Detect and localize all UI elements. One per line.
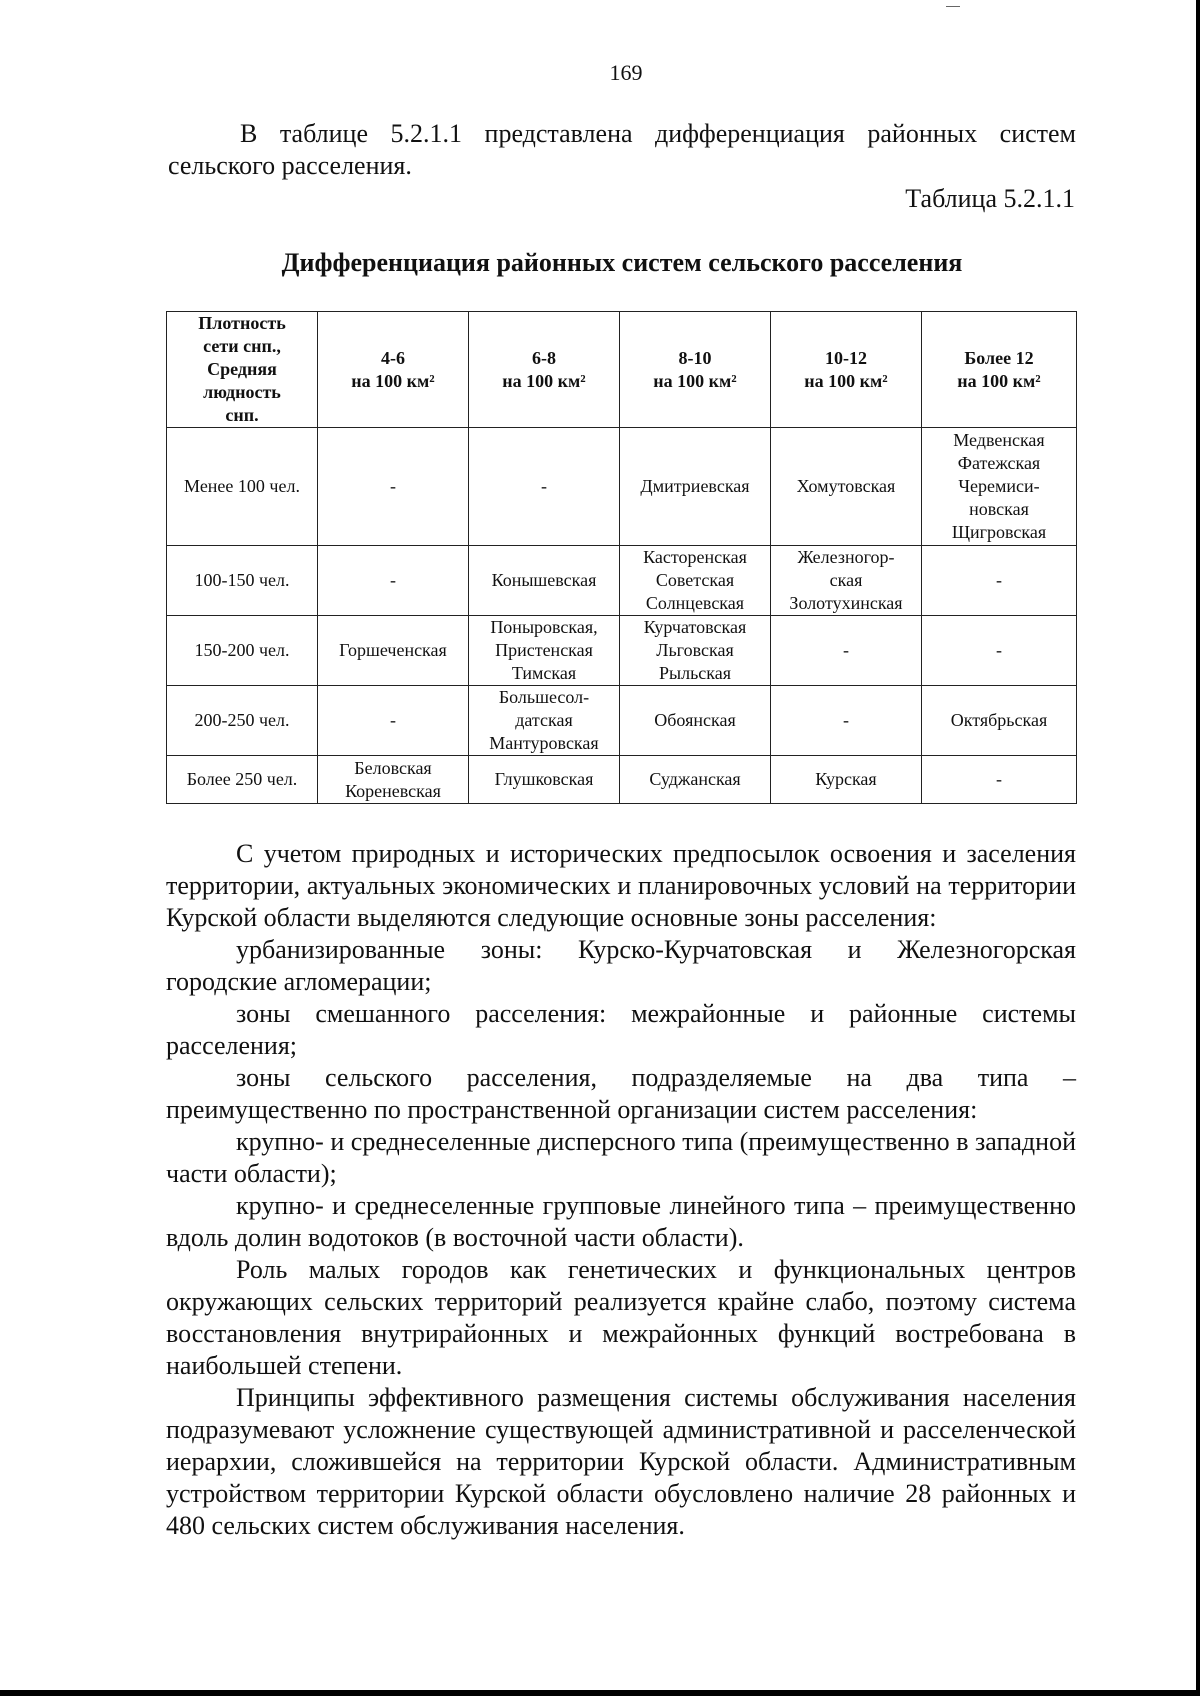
table-cell: - — [771, 686, 922, 756]
table-cell: - — [771, 616, 922, 686]
table-row — [167, 616, 1077, 686]
table-cell: Горшеченская — [318, 616, 469, 686]
table-cell: Обоянская — [620, 686, 771, 756]
table-cell: Беловская Кореневская — [318, 756, 469, 804]
table-cell: Глушковская — [469, 756, 620, 804]
column-header: 10-12 на 100 км² — [771, 312, 922, 428]
table-cell: Медвенская Фатежская Черемиси- новская Щигровская — [922, 428, 1077, 546]
table-cell: Суджанская — [620, 756, 771, 804]
row-label: 150-200 чел. — [167, 616, 318, 686]
table-row — [167, 756, 1077, 804]
paragraph: Принципы эффективного размещения системы обслуживания населения подразумевают усложнение существующей административной и расселенческой иерархии, сложившейся на территории Курской области. Административным устройством территории Курской области обусловлено наличие 28 районных и 480 сельских систем обслуживания населения. — [166, 1383, 1076, 1540]
table-row — [167, 428, 1077, 546]
table-cell: - — [318, 428, 469, 546]
column-header: Более 12 на 100 км² — [922, 312, 1077, 428]
table-cell: Дмитриевская — [620, 428, 771, 546]
table-cell: Курская — [771, 756, 922, 804]
paragraph: Роль малых городов как генетических и функциональных центров окружающих сельских территорий реализуется крайне слабо, поэтому система восстановления внутрирайонных и межрайонных функций востребована в наибольшей степени. — [166, 1255, 1076, 1380]
page-bottom-border — [0, 1690, 1200, 1696]
table-cell: - — [318, 546, 469, 616]
table-cell: Железногор- ская Золотухинская — [771, 546, 922, 616]
intro-paragraph: В таблице 5.2.1.1 представлена дифференциация районных систем сельского расселения. — [168, 119, 1076, 180]
page-right-border — [1196, 0, 1200, 1696]
table-cell: - — [922, 616, 1077, 686]
table-cell: Большесол- датская Мантуровская — [469, 686, 620, 756]
table-header-row — [167, 312, 1077, 428]
table-row — [167, 686, 1077, 756]
table-label: Таблица 5.2.1.1 — [905, 184, 1075, 213]
paragraph: урбанизированные зоны: Курско-Курчатовская и Железногорская городские агломерации; — [166, 935, 1076, 996]
table-cell: Октябрьская — [922, 686, 1077, 756]
table-cell: Курчатовская Льговская Рыльская — [620, 616, 771, 686]
table-title: Дифференциация районных систем сельского расселения — [281, 248, 963, 277]
page-number: 169 — [609, 60, 643, 85]
row-label: 100-150 чел. — [167, 546, 318, 616]
paragraph: зоны сельского расселения, подразделяемые на два типа – преимущественно по пространственной организации систем расселения: — [166, 1063, 1076, 1124]
scan-mark — [946, 6, 960, 7]
table-cell: Конышевская — [469, 546, 620, 616]
table-cell: Поныровская, Пристенская Тимская — [469, 616, 620, 686]
column-header: 6-8 на 100 км² — [469, 312, 620, 428]
body-text — [166, 838, 1076, 1542]
row-label: Более 250 чел. — [167, 756, 318, 804]
table-cell: - — [318, 686, 469, 756]
table-row — [167, 546, 1077, 616]
row-label: Менее 100 чел. — [167, 428, 318, 546]
table-cell: - — [922, 756, 1077, 804]
settlement-table — [166, 311, 1077, 804]
column-header: 8-10 на 100 км² — [620, 312, 771, 428]
table-cell: Касторенская Советская Солнцевская — [620, 546, 771, 616]
header-density-label: Плотность сети снп., Средняя людность снп. — [167, 312, 318, 428]
column-header: 4-6 на 100 км² — [318, 312, 469, 428]
paragraph: крупно- и среднеселенные групповые линейного типа – преимущественно вдоль долин водотоков (в восточной части области). — [166, 1191, 1076, 1252]
paragraph: крупно- и среднеселенные дисперсного типа (преимущественно в западной части области); — [166, 1127, 1076, 1188]
table-cell: - — [922, 546, 1077, 616]
table-cell: Хомутовская — [771, 428, 922, 546]
row-label: 200-250 чел. — [167, 686, 318, 756]
paragraph: зоны смешанного расселения: межрайонные и районные системы расселения; — [166, 999, 1076, 1060]
table-cell: - — [469, 428, 620, 546]
paragraph: С учетом природных и исторических предпосылок освоения и заселения территории, актуальных экономических и планировочных условий на территории Курской области выделяются следующие основные зоны расселения: — [166, 839, 1076, 932]
